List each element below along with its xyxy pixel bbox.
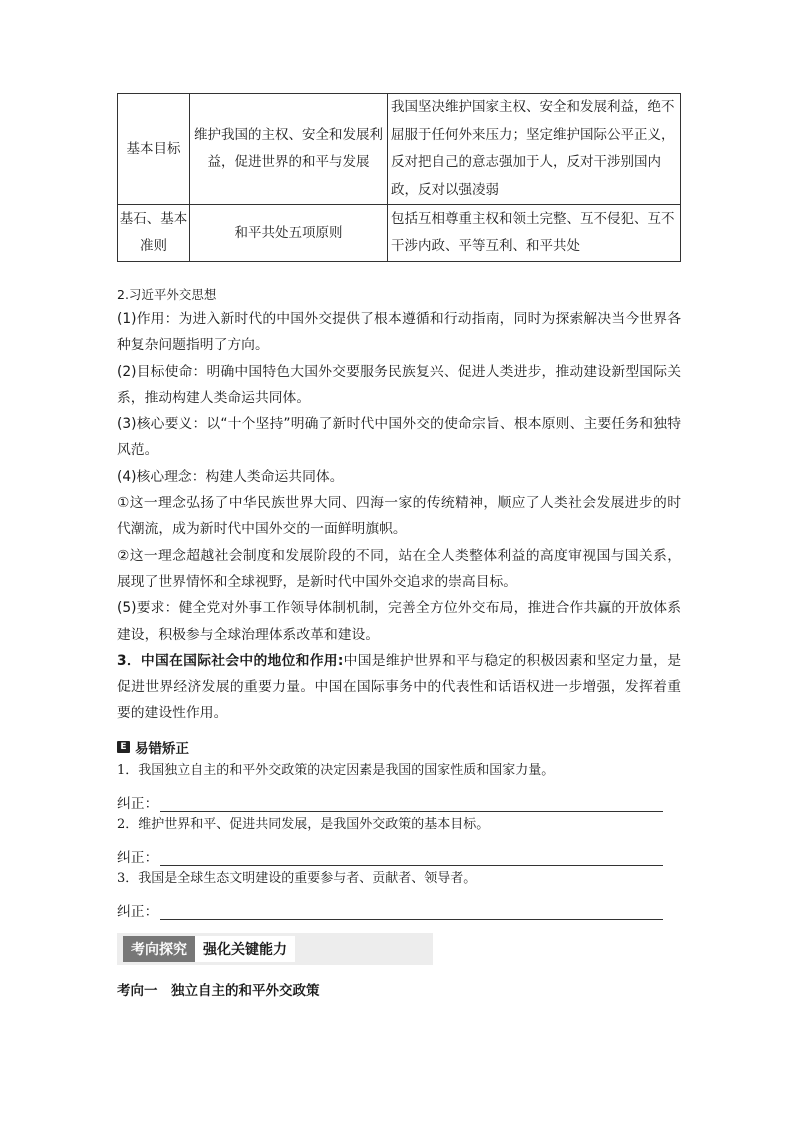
row-right: 我国坚决维护国家主权、安全和发展利益，绝不屈服于任何外来压力；坚定维护国际公平正义，反对把自己的意志强加于人，反对干涉别国内政，反对以强凌弱 [388, 94, 681, 205]
direction-title: 考向一 独立自主的和平外交政策 [117, 982, 320, 999]
correction-line[interactable] [160, 901, 663, 920]
correction-label: 纠正： [117, 795, 159, 812]
correction-line[interactable] [160, 847, 663, 866]
correction-row [117, 892, 681, 920]
paragraph: (5)要求：健全党对外事工作领导体制机制，完善全方位外交布局，推进合作共赢的开放体系建设，积极参与全球治理体系改革和建设。 [117, 600, 681, 643]
paragraph: ②这一理念超越社会制度和发展阶段的不同，站在全人类整体利益的高度审视国与国关系，展现了世界情怀和全球视野，是新时代中国外交追求的崇高目标。 [117, 547, 681, 590]
yicuo-title: 易错矫正 [135, 740, 189, 757]
band-tag: 考向探究 [123, 936, 195, 962]
row-middle: 和平共处五项原则 [190, 205, 388, 262]
band-subtitle: 强化关键能力 [195, 936, 295, 962]
error-item: 1．我国独立自主的和平外交政策的决定因素是我国的国家性质和国家力量。 [117, 762, 555, 778]
policy-table [117, 93, 681, 262]
paragraph: (2)目标使命：明确中国特色大国外交要服务民族复兴、促进人类进步，推动建设新型国际关系，推动构建人类命运共同体。 [117, 363, 681, 406]
section-3 [117, 648, 681, 727]
paragraph: (1)作用：为进入新时代的中国外交提供了根本遵循和行动指南，同时为探索解决当今世界各种复杂问题指明了方向。 [117, 311, 681, 354]
paragraph: (4)核心理念：构建人类命运共同体。 [117, 468, 344, 485]
section-band [117, 933, 433, 965]
table-row [118, 205, 681, 262]
correction-label: 纠正： [117, 903, 159, 920]
section-3-title: 3．中国在国际社会中的地位和作用: [117, 652, 344, 669]
row-head: 基本目标 [118, 94, 190, 205]
paragraph: ①这一理念弘扬了中华民族世界大同、四海一家的传统精神，顺应了人类社会发展进步的时代潮流，成为新时代中国外交的一面鲜明旗帜。 [117, 495, 681, 538]
correction-row [117, 838, 681, 866]
page [117, 93, 681, 999]
table-row [118, 94, 681, 205]
paragraph: (3)核心要义：以“十个坚持”明确了新时代中国外交的使命宗旨、根本原则、主要任务和独特风范。 [117, 416, 681, 459]
yicuo-icon: E [117, 741, 130, 753]
correction-row [117, 784, 681, 812]
error-item: 3．我国是全球生态文明建设的重要参与者、贡献者、领导者。 [117, 870, 477, 886]
row-head: 基石、基本准则 [118, 205, 190, 262]
section-3-body: 中国是维护世界和平与稳定的积极因素和坚定力量，是促进世界经济发展的重要力量。中国在国际事务中的代表性和话语权进一步增强，发挥着重要的建设性作用。 [117, 652, 681, 722]
row-right: 包括互相尊重主权和领土完整、互不侵犯、互不干涉内政、平等互利、和平共处 [388, 205, 681, 262]
row-middle: 维护我国的主权、安全和发展利益，促进世界的和平与发展 [190, 94, 388, 205]
correction-label: 纠正： [117, 849, 159, 866]
correction-line[interactable] [160, 793, 663, 812]
section-2-title: 2.习近平外交思想 [117, 287, 217, 302]
error-item: 2．维护世界和平、促进共同发展，是我国外交政策的基本目标。 [117, 816, 490, 832]
yicuo-header [117, 736, 681, 758]
